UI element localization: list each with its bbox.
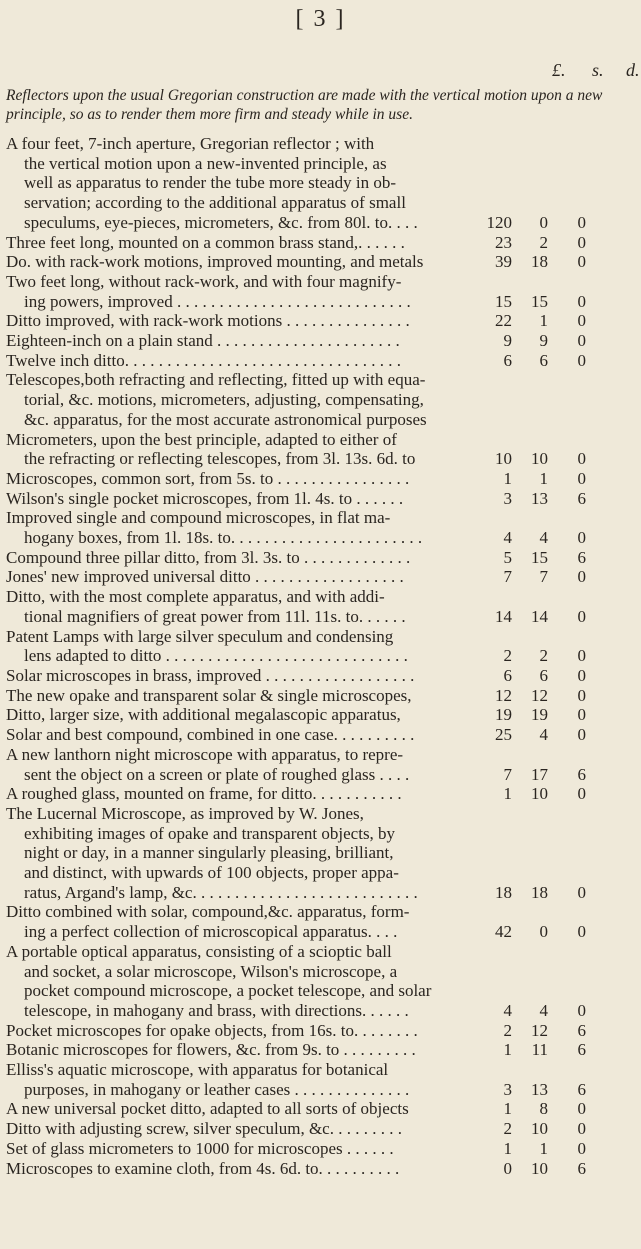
price-pounds: 3	[503, 1079, 512, 1099]
entry-description	[0, 252, 478, 272]
price-entry	[0, 311, 641, 331]
entry-line: Do. with rack-work motions, improved mounting, and metals	[6, 252, 424, 272]
price-pence: 0	[577, 291, 586, 311]
price-entry	[0, 1099, 641, 1119]
price-pence: 0	[577, 311, 586, 331]
entry-price	[478, 607, 638, 627]
entry-line: Botanic microscopes for flowers, &c. from 9s. to . . . . . . . . .	[6, 1040, 416, 1060]
price-shillings: 10	[531, 1158, 548, 1178]
price-pence: 0	[577, 646, 586, 666]
entry-price	[478, 567, 638, 587]
price-entry	[0, 548, 641, 568]
entry-price	[478, 725, 638, 745]
price-shillings: 1	[539, 311, 548, 331]
price-pounds: 4	[503, 528, 512, 548]
price-pounds: 2	[503, 1020, 512, 1040]
entry-price	[478, 765, 638, 785]
entry-price	[478, 548, 638, 568]
entry-price	[478, 705, 638, 725]
section-intro: Reflectors upon the usual Gregorian construction are made with the vertical motion upon a new principle, so as to render them more firm and steady while in use.	[6, 87, 603, 123]
price-entry	[0, 370, 641, 429]
entry-line: Elliss's aquatic microscope, with apparatus for botanical	[6, 1060, 389, 1080]
entry-price	[478, 1099, 638, 1119]
price-entry	[0, 1119, 641, 1139]
price-shillings: 12	[531, 1020, 548, 1040]
entry-line: Patent Lamps with large silver speculum and condensing	[6, 626, 394, 646]
price-pence: 0	[577, 449, 586, 469]
price-entry	[0, 1021, 641, 1041]
price-entry	[0, 430, 641, 469]
entry-line: Eighteen-inch on a plain stand . . . . . . . . . . . . . . . . . . . . . .	[6, 331, 400, 351]
entry-line: tional magnifiers of great power from 11l. 11s. to. . . . . .	[24, 606, 406, 626]
price-pence: 0	[577, 331, 586, 351]
price-shillings: 12	[531, 685, 548, 705]
entry-line: the refracting or reflecting telescopes, from 3l. 13s. 6d. to	[24, 449, 416, 469]
price-pounds: 6	[503, 350, 512, 370]
entry-line: A new lanthorn night microscope with apparatus, to repre-	[6, 744, 404, 764]
entry-line: pocket compound microscope, a pocket telescope, and solar	[24, 981, 432, 1001]
entry-line: servation; according to the additional apparatus of small	[24, 193, 406, 213]
price-shillings: 1	[539, 468, 548, 488]
price-pence: 0	[577, 725, 586, 745]
entry-line: and distinct, with upwards of 100 objects, proper appa-	[24, 863, 399, 883]
entry-description	[0, 902, 478, 941]
entry-price	[478, 351, 638, 371]
price-entry	[0, 686, 641, 706]
price-pence: 0	[577, 606, 586, 626]
price-entry	[0, 942, 641, 1021]
entry-description	[0, 686, 478, 706]
price-entry	[0, 1139, 641, 1159]
entry-price	[478, 1139, 638, 1159]
price-entry	[0, 745, 641, 784]
price-pence: 0	[577, 1119, 586, 1139]
entry-description	[0, 469, 478, 489]
price-pence: 0	[577, 685, 586, 705]
price-pounds: 1	[503, 1099, 512, 1119]
entry-description	[0, 272, 478, 311]
price-shillings: 1	[539, 1138, 548, 1158]
entry-description	[0, 1119, 478, 1139]
entry-description	[0, 489, 478, 509]
price-pounds: 1	[503, 1040, 512, 1060]
price-list	[0, 134, 641, 1178]
entry-description	[0, 627, 478, 666]
price-shillings: 15	[531, 291, 548, 311]
entry-description	[0, 567, 478, 587]
price-pence: 6	[577, 488, 586, 508]
price-shillings: 13	[531, 488, 548, 508]
price-pounds: 14	[495, 606, 512, 626]
price-pence: 0	[577, 252, 586, 272]
entry-line: torial, &c. motions, micrometers, adjusting, compensating,	[24, 390, 424, 410]
price-pounds: 2	[503, 1119, 512, 1139]
price-pounds: 9	[503, 331, 512, 351]
price-pounds: 12	[495, 685, 512, 705]
price-shillings: 0	[539, 212, 548, 232]
entry-line: and socket, a solar microscope, Wilson's microscope, a	[24, 961, 398, 981]
price-pounds: 1	[503, 784, 512, 804]
shillings-head: s.	[592, 60, 604, 80]
price-pence: 0	[577, 350, 586, 370]
entry-line: the vertical motion upon a new-invented principle, as	[24, 153, 387, 173]
entry-line: Pocket microscopes for opake objects, from 16s. to. . . . . . . .	[6, 1020, 418, 1040]
price-pounds: 1	[503, 468, 512, 488]
price-pounds: 18	[495, 882, 512, 902]
entry-price	[478, 784, 638, 804]
entry-description	[0, 370, 478, 429]
price-shillings: 10	[531, 449, 548, 469]
entry-line: Twelve inch ditto. . . . . . . . . . . . . . . . . . . . . . . . . . . . . . . . .	[6, 350, 401, 370]
entry-line: A four feet, 7-inch aperture, Gregorian reflector ; with	[6, 134, 375, 153]
price-pounds: 0	[503, 1158, 512, 1178]
entry-description	[0, 705, 478, 725]
price-pounds: 23	[495, 232, 512, 252]
price-entry	[0, 567, 641, 587]
entry-price	[478, 883, 638, 903]
entry-description	[0, 1159, 478, 1179]
entry-line: ing powers, improved . . . . . . . . . . . . . . . . . . . . . . . . . . . .	[24, 291, 411, 311]
entry-description	[0, 1139, 478, 1159]
price-entry	[0, 233, 641, 253]
price-pounds: 42	[495, 922, 512, 942]
price-entry	[0, 1159, 641, 1179]
entry-line: A new universal pocket ditto, adapted to all sorts of objects	[6, 1099, 409, 1119]
entry-price	[478, 666, 638, 686]
entry-description	[0, 725, 478, 745]
entry-line: well as apparatus to render the tube more steady in ob-	[24, 173, 396, 193]
price-pence: 0	[577, 922, 586, 942]
price-pounds: 22	[495, 311, 512, 331]
entry-line: Micrometers, upon the best principle, adapted to either of	[6, 429, 397, 449]
entry-line: Jones' new improved universal ditto . . . . . . . . . . . . . . . . . .	[6, 567, 404, 587]
pounds-head: £.	[552, 60, 566, 80]
price-pounds: 7	[503, 567, 512, 587]
price-entry	[0, 666, 641, 686]
entry-line: Set of glass micrometers to 1000 for microscopes . . . . . .	[6, 1138, 394, 1158]
entry-line: Three feet long, mounted on a common brass stand,. . . . . .	[6, 232, 405, 252]
entry-price	[478, 1040, 638, 1060]
price-pence: 0	[577, 567, 586, 587]
price-entry	[0, 469, 641, 489]
price-shillings: 17	[531, 764, 548, 784]
entry-description	[0, 311, 478, 331]
price-shillings: 10	[531, 784, 548, 804]
price-shillings: 8	[539, 1099, 548, 1119]
price-pounds: 3	[503, 488, 512, 508]
entry-line: A roughed glass, mounted on frame, for ditto. . . . . . . . . . .	[6, 784, 402, 804]
entry-line: ratus, Argand's lamp, &c. . . . . . . . . . . . . . . . . . . . . . . . . . .	[24, 882, 418, 902]
entry-line: The Lucernal Microscope, as improved by W. Jones,	[6, 803, 364, 823]
price-pence: 0	[577, 232, 586, 252]
entry-description	[0, 134, 478, 233]
entry-price	[478, 1080, 638, 1100]
entry-line: Microscopes to examine cloth, from 4s. 6d. to. . . . . . . . . .	[6, 1158, 400, 1178]
price-entry	[0, 705, 641, 725]
price-pounds: 15	[495, 291, 512, 311]
price-pounds: 6	[503, 665, 512, 685]
entry-description	[0, 548, 478, 568]
entry-price	[478, 528, 638, 548]
price-pounds: 1	[503, 1138, 512, 1158]
entry-line: Solar microscopes in brass, improved . . . . . . . . . . . . . . . . . .	[6, 665, 415, 685]
entry-line: telescope, in mahogany and brass, with directions. . . . . .	[24, 1000, 409, 1020]
entry-line: Microscopes, common sort, from 5s. to . . . . . . . . . . . . . . . .	[6, 468, 410, 488]
price-shillings: 11	[531, 1040, 548, 1060]
entry-line: &c. apparatus, for the most accurate astronomical purposes	[24, 409, 427, 429]
price-pounds: 19	[495, 705, 512, 725]
price-pence: 6	[577, 764, 586, 784]
price-entry	[0, 489, 641, 509]
price-shillings: 9	[539, 331, 548, 351]
price-shillings: 10	[531, 1119, 548, 1139]
entry-line: ing a perfect collection of microscopical apparatus. . . .	[24, 922, 398, 942]
price-shillings: 7	[539, 567, 548, 587]
price-entry	[0, 272, 641, 311]
price-pence: 0	[577, 468, 586, 488]
entry-description	[0, 430, 478, 469]
entry-line: The new opake and transparent solar & single microscopes,	[6, 685, 412, 705]
price-entry	[0, 902, 641, 941]
price-pounds: 7	[503, 764, 512, 784]
price-entry	[0, 1060, 641, 1099]
entry-description	[0, 1021, 478, 1041]
entry-line: speculums, eye-pieces, micrometers, &c. from 80l. to. . . .	[24, 212, 418, 232]
entry-description	[0, 1099, 478, 1119]
entry-line: Ditto, larger size, with additional megalascopic apparatus,	[6, 705, 401, 725]
price-entry	[0, 331, 641, 351]
entry-price	[478, 1001, 638, 1021]
entry-line: exhibiting images of opake and transparent objects, by	[24, 823, 396, 843]
price-shillings: 13	[531, 1079, 548, 1099]
price-shillings: 14	[531, 606, 548, 626]
entry-description	[0, 1060, 478, 1099]
price-shillings: 6	[539, 350, 548, 370]
price-shillings: 18	[531, 882, 548, 902]
price-pounds: 10	[495, 449, 512, 469]
entry-description	[0, 587, 478, 626]
entry-line: purposes, in mahogany or leather cases . . . . . . . . . . . . . .	[24, 1079, 410, 1099]
entry-price	[478, 489, 638, 509]
price-pence: 0	[577, 212, 586, 232]
entry-line: Telescopes,both refracting and reflecting, fitted up with equa-	[6, 370, 426, 390]
price-shillings: 4	[539, 528, 548, 548]
price-pounds: 2	[503, 646, 512, 666]
entry-price	[478, 1159, 638, 1179]
price-shillings: 4	[539, 1000, 548, 1020]
price-pence: 0	[577, 665, 586, 685]
entry-price	[478, 331, 638, 351]
entry-description	[0, 745, 478, 784]
price-pence: 6	[577, 547, 586, 567]
price-pence: 6	[577, 1079, 586, 1099]
entry-description	[0, 1040, 478, 1060]
price-shillings: 0	[539, 922, 548, 942]
entry-line: Ditto improved, with rack-work motions . . . . . . . . . . . . . . .	[6, 311, 410, 331]
price-entry	[0, 587, 641, 626]
price-entry	[0, 351, 641, 371]
entry-line: Wilson's single pocket microscopes, from 1l. 4s. to . . . . . .	[6, 488, 404, 508]
price-entry	[0, 252, 641, 272]
price-shillings: 6	[539, 665, 548, 685]
entry-price	[478, 1021, 638, 1041]
price-shillings: 4	[539, 725, 548, 745]
entry-description	[0, 804, 478, 903]
price-pence: 0	[577, 882, 586, 902]
entry-line: Ditto with adjusting screw, silver speculum, &c. . . . . . . . .	[6, 1119, 402, 1139]
price-shillings: 18	[531, 252, 548, 272]
pence-head: d.	[626, 60, 640, 80]
price-entry	[0, 725, 641, 745]
entry-price	[478, 449, 638, 469]
price-pence: 0	[577, 1138, 586, 1158]
entry-description	[0, 331, 478, 351]
price-pence: 0	[577, 784, 586, 804]
price-pence: 6	[577, 1020, 586, 1040]
entry-line: lens adapted to ditto . . . . . . . . . . . . . . . . . . . . . . . . . . . . .	[24, 646, 408, 666]
entry-line: Improved single and compound microscopes, in flat ma-	[6, 508, 391, 528]
entry-line: hogany boxes, from 1l. 18s. to. . . . . . . . . . . . . . . . . . . . . . .	[24, 528, 423, 548]
price-pence: 0	[577, 528, 586, 548]
entry-description	[0, 942, 478, 1021]
entry-price	[478, 233, 638, 253]
entry-price	[478, 1119, 638, 1139]
entry-line: Compound three pillar ditto, from 3l. 3s. to . . . . . . . . . . . . .	[6, 547, 411, 567]
entry-description	[0, 666, 478, 686]
entry-price	[478, 686, 638, 706]
entry-line: A portable optical apparatus, consisting of a scioptic ball	[6, 941, 392, 961]
price-entry	[0, 134, 641, 233]
price-pounds: 39	[495, 252, 512, 272]
price-pence: 6	[577, 1040, 586, 1060]
entry-line: Ditto combined with solar, compound,&c. apparatus, form-	[6, 902, 410, 922]
price-pounds: 4	[503, 1000, 512, 1020]
entry-price	[478, 311, 638, 331]
entry-line: Two feet long, without rack-work, and with four magnify-	[6, 271, 402, 291]
entry-price	[478, 213, 638, 233]
entry-price	[478, 469, 638, 489]
price-shillings: 19	[531, 705, 548, 725]
entry-description	[0, 233, 478, 253]
price-shillings: 2	[539, 646, 548, 666]
price-entry	[0, 627, 641, 666]
page-number: [ 3 ]	[295, 6, 346, 32]
entry-line: night or day, in a manner singularly pleasing, brilliant,	[24, 843, 394, 863]
price-pounds: 25	[495, 725, 512, 745]
price-entry	[0, 508, 641, 547]
entry-description	[0, 784, 478, 804]
price-pounds: 120	[486, 212, 512, 232]
entry-price	[478, 292, 638, 312]
price-pence: 0	[577, 705, 586, 725]
entry-description	[0, 351, 478, 371]
price-entry	[0, 784, 641, 804]
price-pence: 0	[577, 1099, 586, 1119]
entry-line: sent the object on a screen or plate of roughed glass . . . .	[24, 764, 410, 784]
entry-price	[478, 922, 638, 942]
entry-description	[0, 508, 478, 547]
entry-line: Solar and best compound, combined in one case. . . . . . . . . .	[6, 725, 415, 745]
price-entry	[0, 1040, 641, 1060]
price-pence: 6	[577, 1158, 586, 1178]
price-entry	[0, 804, 641, 903]
entry-price	[478, 646, 638, 666]
price-shillings: 2	[539, 232, 548, 252]
price-pounds: 5	[503, 547, 512, 567]
price-pence: 0	[577, 1000, 586, 1020]
price-shillings: 15	[531, 547, 548, 567]
entry-price	[478, 252, 638, 272]
entry-line: Ditto, with the most complete apparatus, and with addi-	[6, 587, 385, 607]
